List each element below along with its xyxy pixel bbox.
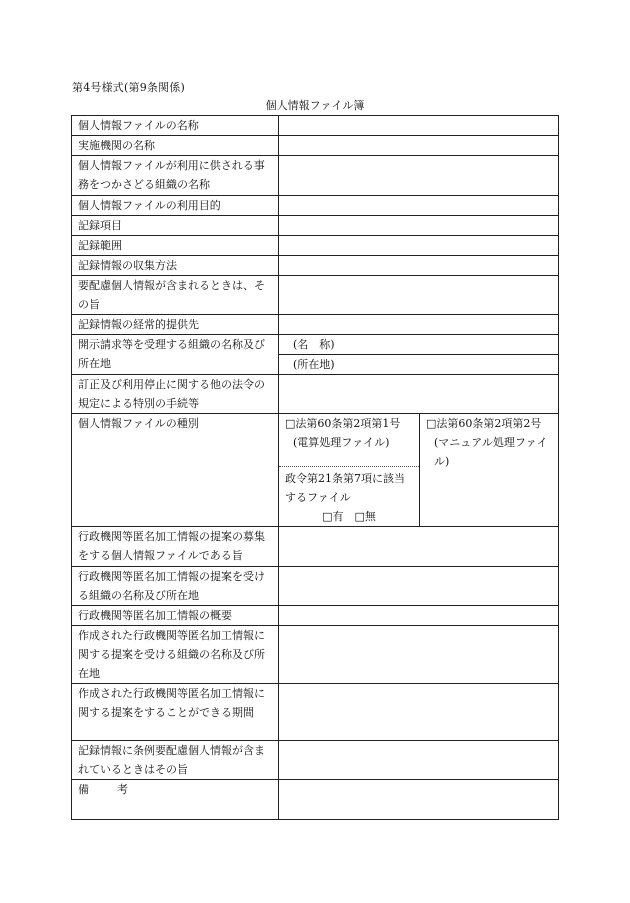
table-row <box>72 196 559 216</box>
document-title: 個人情報ファイル簿 <box>265 99 365 112</box>
value-disclosure-office <box>279 335 559 375</box>
label-disclosure-office: 開示請求等を受理する組織の名称及び所在地 <box>72 335 279 375</box>
value-file-name[interactable] <box>279 116 559 136</box>
label-created-anon-office: 作成された行政機関等匿名加工情報に関する提案を受ける組織の名称及び所在地 <box>72 626 279 684</box>
table-row <box>72 156 559 196</box>
value-regular-recipients[interactable] <box>279 315 559 335</box>
label-record-items: 記録項目 <box>72 216 279 236</box>
yes-no-checkboxes[interactable]: □有 □無 <box>322 510 376 523</box>
label-responsible-org: 個人情報ファイルが利用に供される事務をつかさどる組織の名称 <box>72 156 279 196</box>
checkbox-manual-file[interactable]: □法第60条第2項第2号 <box>426 417 542 430</box>
label-regular-recipients: 記録情報の経常的提供先 <box>72 315 279 335</box>
label-remarks <box>72 780 279 820</box>
value-sensitive-info[interactable] <box>279 276 559 315</box>
table-row <box>72 236 559 256</box>
checkbox-electronic-file[interactable]: □法第60条第2項第1号 <box>285 417 401 430</box>
table-row <box>72 216 559 236</box>
label-agency-name: 実施機関の名称 <box>72 136 279 156</box>
value-collection-method[interactable] <box>279 256 559 276</box>
value-created-anon-office[interactable] <box>279 626 559 684</box>
register-table <box>71 115 559 820</box>
table-row <box>72 527 559 567</box>
table-row <box>72 256 559 276</box>
table-row <box>72 567 559 606</box>
table-row <box>72 276 559 315</box>
value-anon-proposal-office[interactable] <box>279 567 559 606</box>
table-row <box>72 136 559 156</box>
table-row <box>72 375 559 414</box>
value-ordinance-sensitive[interactable] <box>279 741 559 780</box>
table-row <box>72 116 559 136</box>
label-created-anon-period: 作成された行政機関等匿名加工情報に関する提案をすることができる期間 <box>72 684 279 741</box>
value-special-procedures[interactable] <box>279 375 559 414</box>
value-created-anon-period[interactable] <box>279 684 559 741</box>
value-responsible-org[interactable] <box>279 156 559 196</box>
table-row <box>72 606 559 626</box>
manual-file-note: (マニュアル処理ファイル) <box>434 436 548 468</box>
label-file-type: 個人情報ファイルの種別 <box>72 414 279 527</box>
label-anon-proposal-file: 行政機関等匿名加工情報の提案の募集をする個人情報ファイルである旨 <box>72 527 279 567</box>
office-name-label: (名 称) <box>293 338 335 351</box>
value-anon-summary[interactable] <box>279 606 559 626</box>
table-row <box>72 335 559 375</box>
office-address-label: (所在地) <box>279 354 558 374</box>
value-purpose[interactable] <box>279 196 559 216</box>
label-anon-proposal-office: 行政機関等匿名加工情報の提案を受ける組織の名称及び所在地 <box>72 567 279 606</box>
value-record-items[interactable] <box>279 216 559 236</box>
value-remarks[interactable] <box>279 780 559 820</box>
table-row <box>72 414 559 527</box>
ordinance-file-label: 政令第21条第7項に該当するファイル <box>285 472 405 504</box>
table-row <box>72 626 559 684</box>
label-record-scope: 記録範囲 <box>72 236 279 256</box>
label-special-procedures: 訂正及び利用停止に関する他の法令の規定による特別の手続等 <box>72 375 279 414</box>
table-row <box>72 741 559 780</box>
table-row <box>72 315 559 335</box>
label-ordinance-sensitive: 記録情報に条例要配慮個人情報が含まれているときはその旨 <box>72 741 279 780</box>
label-collection-method: 記録情報の収集方法 <box>72 256 279 276</box>
label-purpose: 個人情報ファイルの利用目的 <box>72 196 279 216</box>
value-anon-proposal-file[interactable] <box>279 527 559 567</box>
label-file-name: 個人情報ファイルの名称 <box>72 116 279 136</box>
electronic-file-note: (電算処理ファイル) <box>293 436 390 449</box>
value-agency-name[interactable] <box>279 136 559 156</box>
table-row <box>72 780 559 820</box>
remarks-text: 備考 <box>78 783 156 796</box>
value-record-scope[interactable] <box>279 236 559 256</box>
value-file-type <box>279 414 559 527</box>
form-number: 第4号様式(第9条関係) <box>72 81 185 94</box>
label-anon-summary: 行政機関等匿名加工情報の概要 <box>72 606 279 626</box>
label-sensitive-info: 要配慮個人情報が含まれるときは、その旨 <box>72 276 279 315</box>
table-row <box>72 684 559 741</box>
